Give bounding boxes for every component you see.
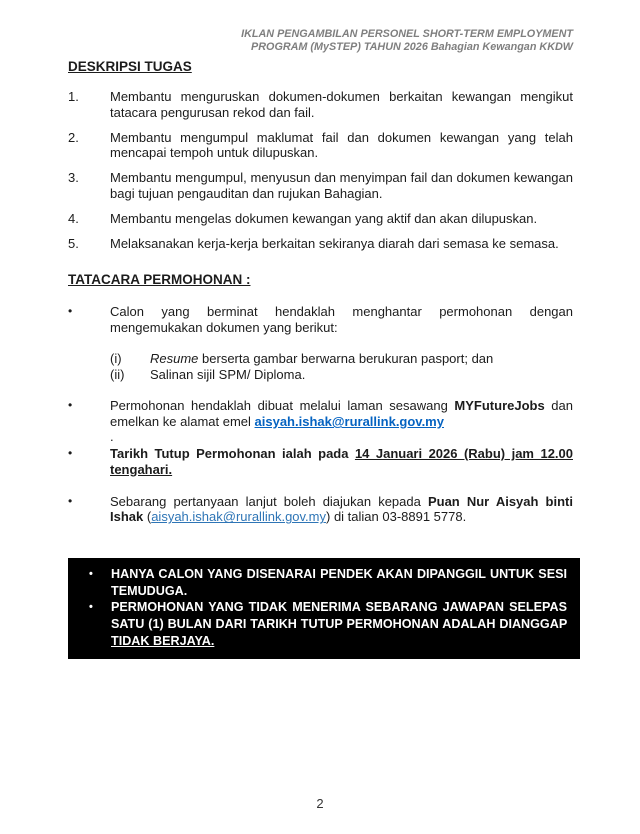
notice-text-underlined: TIDAK BERJAYA. bbox=[111, 633, 215, 648]
channel-text-1: Permohonan hendaklah dibuat melalui laman sesawang bbox=[110, 398, 455, 414]
sub-item-number: (ii) bbox=[110, 366, 125, 382]
bullet-item-application-channel bbox=[68, 398, 573, 430]
section-title-deskripsi-tugas bbox=[68, 59, 573, 75]
email-link[interactable]: aisyah.ishak@rurallink.gov.my bbox=[151, 509, 326, 525]
sub-item-rest: berserta gambar berwarna berukuran pasport; dan bbox=[198, 350, 494, 366]
task-text: Membantu mengelas dokumen kewangan yang aktif dan akan dilupuskan. bbox=[110, 210, 538, 226]
bullet-text bbox=[110, 494, 573, 526]
sub-item-text: Salinan sijil SPM/ Diploma. bbox=[150, 366, 306, 382]
bullet-item-documents bbox=[68, 304, 573, 336]
section-title-tatacara-permohonan bbox=[68, 272, 573, 288]
sub-item-sijil bbox=[110, 367, 573, 383]
document-header bbox=[68, 28, 573, 53]
bullet-icon: • bbox=[68, 398, 73, 413]
task-text: Membantu mengumpul, menyusun dan menyimpan fail dan dokumen kewangan bagi tujuan pengauditan dan rujukan Bahagian. bbox=[110, 170, 573, 201]
bullet-icon: • bbox=[68, 304, 73, 319]
task-item-3 bbox=[68, 170, 573, 202]
task-number: 1. bbox=[68, 88, 79, 104]
deskripsi-title-text: DESKRIPSI TUGAS bbox=[68, 59, 192, 75]
notice-text bbox=[111, 599, 567, 649]
email-link[interactable]: aisyah.ishak@rurallink.gov.my bbox=[254, 414, 444, 430]
task-number: 5. bbox=[68, 235, 79, 251]
bullet-icon: • bbox=[89, 601, 93, 614]
closing-date-value: 14 Januari 2026 (Rabu) jam 12.00 tengahari. bbox=[110, 445, 573, 477]
myfuturejobs-bold: MYFutureJobs bbox=[454, 398, 545, 414]
header-line-1: IKLAN PENGAMBILAN PERSONEL SHORT-TERM EMPLOYMENT bbox=[241, 28, 573, 40]
enquiry-text-2: ( bbox=[143, 509, 152, 525]
sub-item-resume bbox=[110, 351, 573, 367]
enquiry-text-1: Sebarang pertanyaan lanjut boleh diajukan kepada bbox=[110, 493, 428, 509]
task-number: 4. bbox=[68, 210, 79, 226]
task-number: 2. bbox=[68, 129, 79, 145]
notice-text: HANYA CALON YANG DISENARAI PENDEK AKAN DIPANGGIL UNTUK SESI TEMUDUGA. bbox=[111, 567, 567, 598]
task-text: Membantu menguruskan dokumen-dokumen berkaitan kewangan mengikut tatacara pengurusan rekod dan fail. bbox=[110, 88, 573, 120]
task-number: 3. bbox=[68, 170, 79, 186]
bullet-text bbox=[110, 446, 573, 478]
bullet-item-enquiries bbox=[68, 494, 573, 526]
task-item-1 bbox=[68, 89, 573, 121]
page-number: 2 bbox=[316, 796, 324, 812]
bullet-icon: • bbox=[89, 568, 93, 581]
sub-item-number: (i) bbox=[110, 350, 122, 366]
resume-italic-text: Resume bbox=[150, 350, 199, 366]
task-item-5 bbox=[68, 236, 573, 252]
bullet-item-closing-date bbox=[68, 446, 573, 478]
notice-item-unsuccessful bbox=[89, 599, 567, 649]
channel-text-2: dan emelkan ke alamat emel bbox=[110, 398, 573, 430]
notice-item-shortlist bbox=[89, 566, 567, 599]
tatacara-bullet-list bbox=[68, 304, 573, 525]
bullet-text bbox=[110, 398, 573, 430]
contact-person-name: Puan Nur Aisyah binti Ishak bbox=[110, 493, 573, 525]
sub-item-text bbox=[150, 351, 573, 367]
enquiry-text-3: ) di talian 03-8891 5778. bbox=[326, 509, 467, 525]
notice-box bbox=[68, 558, 580, 659]
deskripsi-task-list bbox=[68, 89, 573, 251]
tatacara-title-text: TATACARA PERMOHONAN : bbox=[68, 272, 251, 288]
stray-period: . bbox=[110, 428, 114, 444]
bullet-icon: • bbox=[68, 493, 73, 508]
closing-date-label: Tarikh Tutup Permohonan ialah pada bbox=[110, 445, 355, 461]
bullet-text: Calon yang berminat hendaklah menghantar permohonan dengan mengemukakan dokumen yang berikut: bbox=[110, 304, 573, 335]
task-text: Membantu mengumpul maklumat fail dan dokumen kewangan yang telah mencapai tempoh untuk dilupuskan. bbox=[110, 129, 573, 161]
document-sub-list bbox=[110, 351, 573, 383]
task-item-4 bbox=[68, 211, 573, 227]
notice-text-main: PERMOHONAN YANG TIDAK MENERIMA SEBARANG JAWAPAN SELEPAS SATU (1) BULAN DARI TARIKH TUTUP PERMOHONAN ADALAH DIANGGAP bbox=[111, 600, 567, 631]
task-item-2 bbox=[68, 130, 573, 162]
task-text: Melaksanakan kerja-kerja berkaitan sekiranya diarah dari semasa ke semasa. bbox=[110, 235, 559, 251]
header-line-2: PROGRAM (MySTEP) TAHUN 2026 Bahagian Kewangan KKDW bbox=[251, 40, 573, 53]
bullet-icon: • bbox=[68, 445, 73, 460]
